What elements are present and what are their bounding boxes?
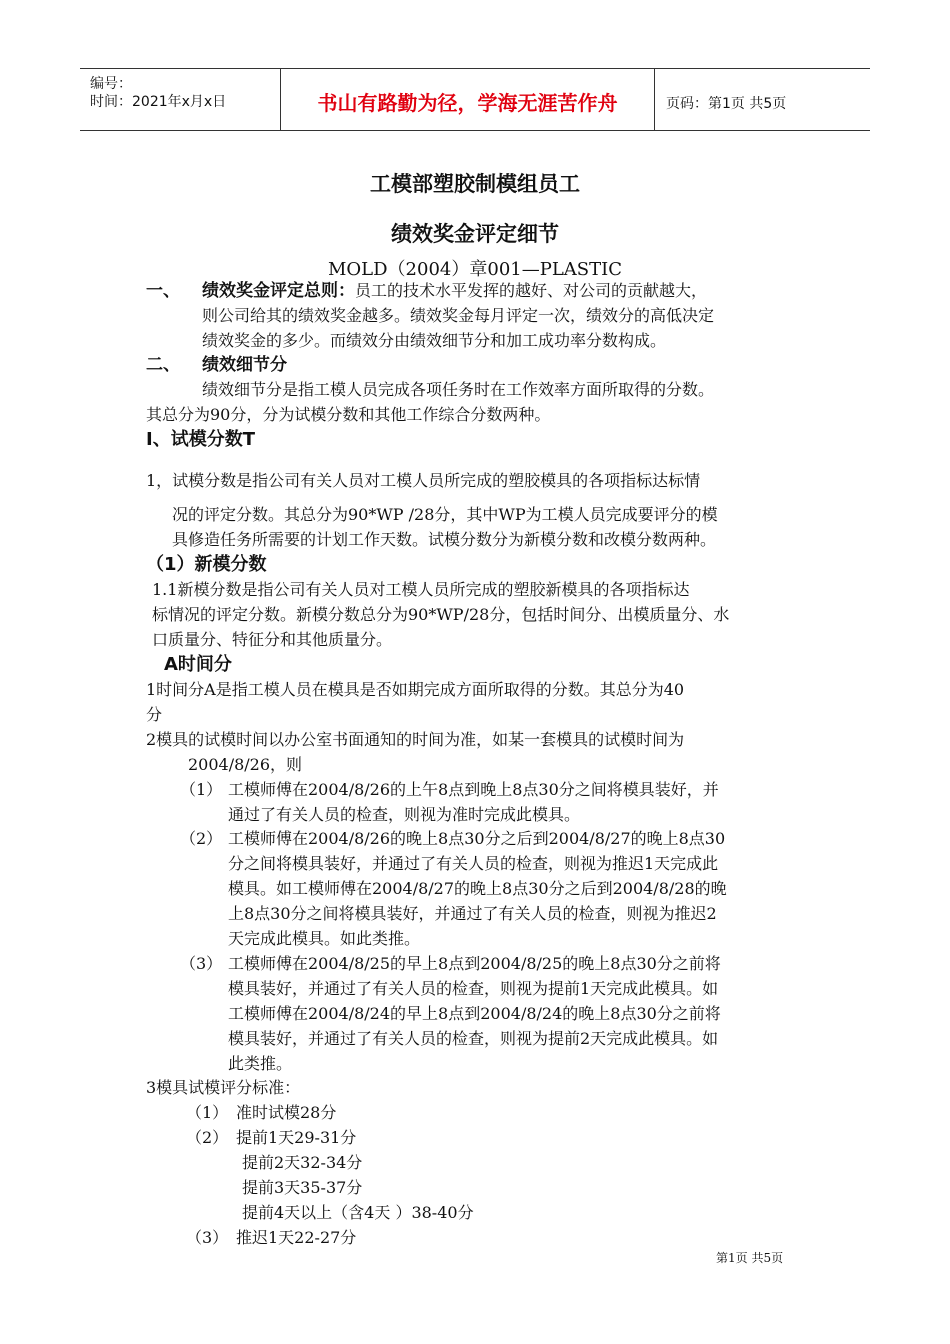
time-p1-line2: 分 — [146, 705, 163, 724]
header-meta-cell — [80, 69, 281, 130]
p1-line2: 况的评定分数。其总分为90*WP /28分，其中WP为工模人员完成要评分的模 — [172, 505, 718, 524]
standard-item: 推迟1天22-27分 — [236, 1228, 357, 1247]
section-trial-score: I、试模分数T — [146, 429, 255, 450]
sec1-number: 一、 — [146, 281, 180, 301]
item-line: 工模师傅在2004/8/26的上午8点到晚上8点30分之间将模具装好，并 — [228, 780, 719, 799]
page-label: 页码：第1页 共5页 — [666, 96, 787, 112]
time-score-heading: A时间分 — [164, 654, 232, 675]
sec2-line1: 绩效细节分是指工模人员完成各项任务时在工作效率方面所取得的分数。 — [202, 380, 715, 399]
item-number: （3） — [180, 954, 223, 973]
item-line: 工模师傅在2004/8/25的早上8点到2004/8/25的晚上8点30分之前将 — [228, 954, 721, 973]
page-footer: 第1页 共5页 — [716, 1251, 784, 1265]
sec1-heading: 绩效奖金评定总则： — [202, 281, 355, 301]
doc-code: MOLD（2004）章001—PLASTIC — [327, 259, 623, 280]
page-header — [80, 68, 870, 131]
standard-item: 提前4天以上（含4天 ）38-40分 — [242, 1203, 474, 1222]
new-mold-heading: （1）新模分数 — [146, 554, 267, 575]
sec1-line1: 员工的技术水平发挥的越好、对公司的贡献越大， — [355, 281, 708, 300]
sec1-first-line — [202, 281, 707, 301]
item-line: 天完成此模具。如此类推。 — [228, 929, 421, 948]
item-line: 上8点30分之间将模具装好，并通过了有关人员的检查，则视为推迟2 — [228, 904, 717, 923]
item-line: 通过了有关人员的检查，则视为准时完成此模具。 — [228, 805, 581, 824]
header-motto-cell — [281, 69, 655, 130]
item-line: 工模师傅在2004/8/26的晚上8点30分之后到2004/8/27的晚上8点30 — [228, 829, 726, 848]
time-label: 时间：2021年x月x日 — [90, 94, 227, 110]
motto: 书山有路勤为径，学海无涯苦作舟 — [317, 91, 618, 115]
doc-title-line1: 工模部塑胶制模组员工 — [370, 172, 580, 196]
sec2-number: 二、 — [146, 355, 180, 375]
time-p1-line1: 1时间分A是指工模人员在模具是否如期完成方面所取得的分数。其总分为40 — [146, 680, 685, 699]
time-p2-line1: 2模具的试模时间以办公室书面通知的时间为准，如某一套模具的试模时间为 — [146, 730, 685, 749]
item-line: 此类推。 — [228, 1054, 293, 1073]
standard-item: 提前3天35-37分 — [242, 1178, 363, 1197]
p1-line3: 具修造任务所需要的计划工作天数。试模分数分为新模分数和改模分数两种。 — [172, 530, 717, 549]
sec1-line3: 绩效奖金的多少。而绩效分由绩效细节分和加工成功率分数构成。 — [202, 331, 667, 350]
standard-item: 提前1天29-31分 — [236, 1128, 357, 1147]
time-p2-line2: 2004/8/26，则 — [188, 755, 303, 774]
sec2-line2: 其总分为90分，分为试模分数和其他工作综合分数两种。 — [146, 405, 551, 424]
standard-number: （3） — [186, 1228, 229, 1247]
standard-number: （2） — [186, 1128, 229, 1147]
item-line: 模具。如工模师傅在2004/8/27的晚上8点30分之后到2004/8/28的晚 — [228, 879, 727, 898]
item-line: 模具装好，并通过了有关人员的检查，则视为提前2天完成此模具。如 — [228, 1029, 719, 1048]
doc-title-line2: 绩效奖金评定细节 — [391, 222, 559, 246]
standard-item: 提前2天32-34分 — [242, 1153, 363, 1172]
new-mold-line3: 口质量分、特征分和其他质量分。 — [152, 630, 393, 649]
number-label: 编号： — [90, 76, 132, 92]
item-line: 工模师傅在2004/8/24的早上8点到2004/8/24的晚上8点30分之前将 — [228, 1004, 721, 1023]
p1-line1: 1，试模分数是指公司有关人员对工模人员所完成的塑胶模具的各项指标达标情 — [146, 471, 701, 490]
standard-number: （1） — [186, 1103, 229, 1122]
new-mold-line1: 1.1新模分数是指公司有关人员对工模人员所完成的塑胶新模具的各项指标达 — [152, 580, 690, 599]
standard-heading: 3模具试模评分标准： — [146, 1078, 301, 1097]
standard-item: 准时试模28分 — [236, 1103, 337, 1122]
item-line: 分之间将模具装好，并通过了有关人员的检查，则视为推迟1天完成此 — [228, 854, 719, 873]
sec2-heading: 绩效细节分 — [202, 355, 287, 375]
item-number: （1） — [180, 780, 223, 799]
sec1-line2: 则公司给其的绩效奖金越多。绩效奖金每月评定一次，绩效分的高低决定 — [202, 306, 715, 325]
item-number: （2） — [180, 829, 223, 848]
item-line: 模具装好，并通过了有关人员的检查，则视为提前1天完成此模具。如 — [228, 979, 719, 998]
new-mold-line2: 标情况的评定分数。新模分数总分为90*WP/28分，包括时间分、出模质量分、水 — [152, 605, 730, 624]
